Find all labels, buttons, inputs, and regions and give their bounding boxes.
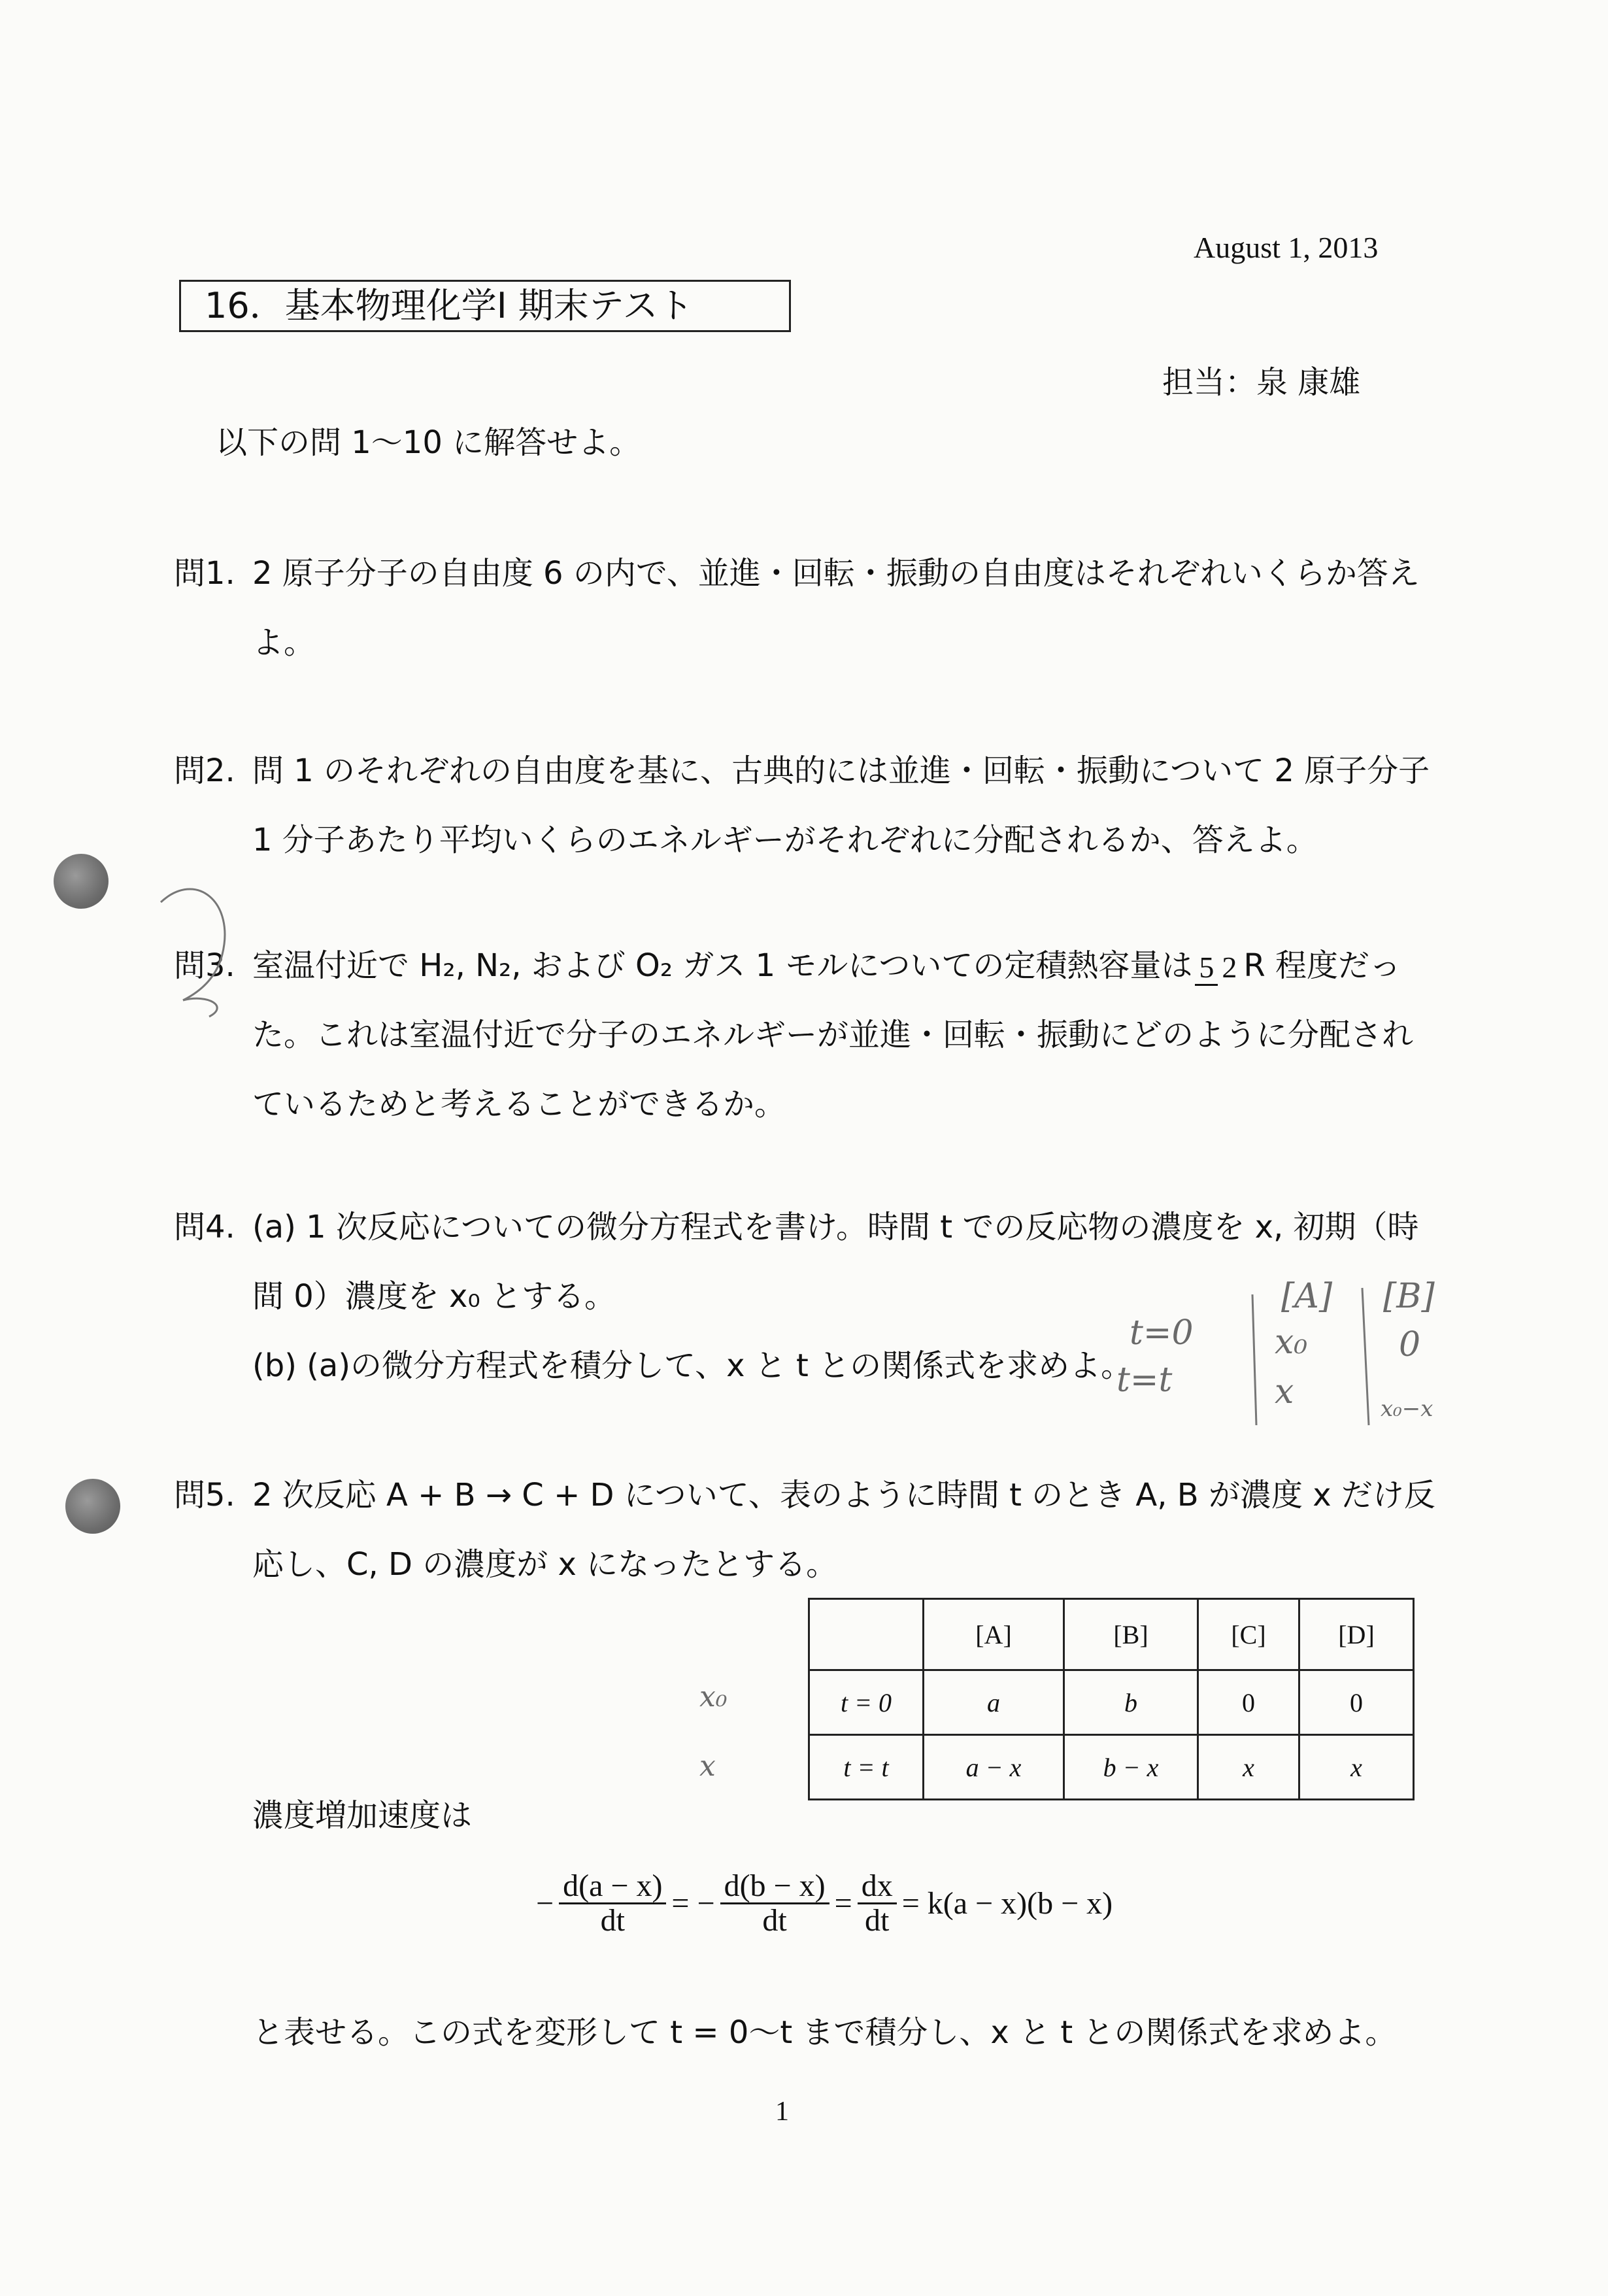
- table-cell: [A]: [924, 1599, 1064, 1670]
- note-head-b: [B]: [1383, 1277, 1435, 1316]
- rate-label: 濃度増加速度は: [252, 1797, 473, 1834]
- margin-note-x: x: [699, 1749, 716, 1783]
- pencil-scribble: [161, 889, 225, 1000]
- question-part-b: (b) (a)の微分方程式を積分して、x と t との関係式を求めよ。: [252, 1347, 1133, 1384]
- table-cell: 0: [1299, 1670, 1414, 1735]
- question-number: 問1.: [174, 555, 235, 592]
- page-number: 1: [775, 2097, 789, 2127]
- question-text: 2 原子分子の自由度 6 の内で、並進・回転・振動の自由度はそれぞれいくらか答えよ。: [252, 555, 1420, 661]
- table-cell: b − x: [1064, 1735, 1198, 1800]
- question-text: 2 次反応 A + B → C + D について、表のように時間 t のとき A, B が濃度 x だけ反応し、C, D の濃度が x になったとする。: [252, 1477, 1435, 1583]
- question-number: 問3.: [174, 947, 235, 984]
- pencil-scribble: [183, 998, 217, 1017]
- exam-title: 16．基本物理化学I 期末テスト: [179, 280, 791, 332]
- note-row2-a: x: [1275, 1372, 1294, 1411]
- fraction-numerator: 5: [1195, 951, 1218, 986]
- fraction-denominator: 2: [1222, 950, 1237, 984]
- question-text-part: R 程度だった。これは室温付近で分子のエネルギーが並進・回転・振動にどのように分配されているためと考えることができるか。: [252, 947, 1414, 1123]
- table-cell: a − x: [924, 1735, 1064, 1800]
- fraction-denominator: dt: [865, 1903, 890, 1938]
- table-cell: x: [1198, 1735, 1299, 1800]
- pencil-line: [1362, 1288, 1369, 1425]
- note-row1-b: 0: [1399, 1325, 1421, 1364]
- note-row2-b: x₀−x: [1381, 1396, 1433, 1422]
- table-cell: x: [1299, 1735, 1414, 1800]
- question-number: 問5.: [174, 1477, 235, 1513]
- equals-sign: =: [834, 1886, 852, 1921]
- note-row1-time: t=0: [1130, 1313, 1194, 1353]
- pencil-text: [699, 1277, 1435, 1783]
- equals-minus-sign: = −: [671, 1886, 715, 1921]
- fraction-denominator: dt: [600, 1903, 625, 1938]
- question-number: 問2.: [174, 752, 235, 789]
- closing-text: と表せる。この式を変形して t = 0〜t まで積分し、x と t との関係式を求めよ。: [252, 2014, 1397, 2051]
- instructions: 以下の問 1〜10 に解答せよ。: [216, 424, 641, 461]
- instructor: 担当：泉 康雄: [1162, 364, 1361, 401]
- fraction-denominator: dt: [762, 1903, 787, 1938]
- question-text: 問 1 のそれぞれの自由度を基に、古典的には並進・回転・振動について 2 原子分子 1 分子あたり平均いくらのエネルギーがそれぞれに分配されるか、答えよ。: [252, 752, 1430, 858]
- equation-rhs: = k(a − x)(b − x): [901, 1886, 1113, 1921]
- note-head-a: [A]: [1281, 1277, 1333, 1316]
- fraction-numerator: d(a − x): [559, 1870, 666, 1904]
- question-number: 問4.: [174, 1209, 235, 1245]
- note-row2-time: t=t: [1116, 1360, 1173, 1400]
- table-cell: b: [1064, 1670, 1198, 1735]
- table-cell: [B]: [1064, 1599, 1198, 1670]
- margin-note-x0: x₀: [699, 1680, 728, 1714]
- minus-sign: −: [536, 1886, 554, 1921]
- table-cell: [D]: [1299, 1599, 1414, 1670]
- exam-date: August 1, 2013: [1194, 231, 1379, 264]
- table-cell: t = 0: [809, 1670, 924, 1735]
- pencil-line: [1252, 1294, 1256, 1425]
- table-cell: t = t: [809, 1735, 924, 1800]
- table-cell: [C]: [1198, 1599, 1299, 1670]
- table-cell: 0: [1198, 1670, 1299, 1735]
- table-cell: a: [924, 1670, 1064, 1735]
- note-row1-a: x₀: [1275, 1323, 1308, 1362]
- question-part-a: (a) 1 次反応についての微分方程式を書け。時間 t での反応物の濃度を x, 初期（時間 0）濃度を x₀ とする。: [252, 1209, 1419, 1315]
- fraction-numerator: d(b − x): [720, 1870, 829, 1904]
- fraction-numerator: dx: [858, 1870, 897, 1904]
- question-text-part: 室温付近で H₂, N₂, および O₂ ガス 1 モルについての定積熱容量は: [252, 947, 1193, 984]
